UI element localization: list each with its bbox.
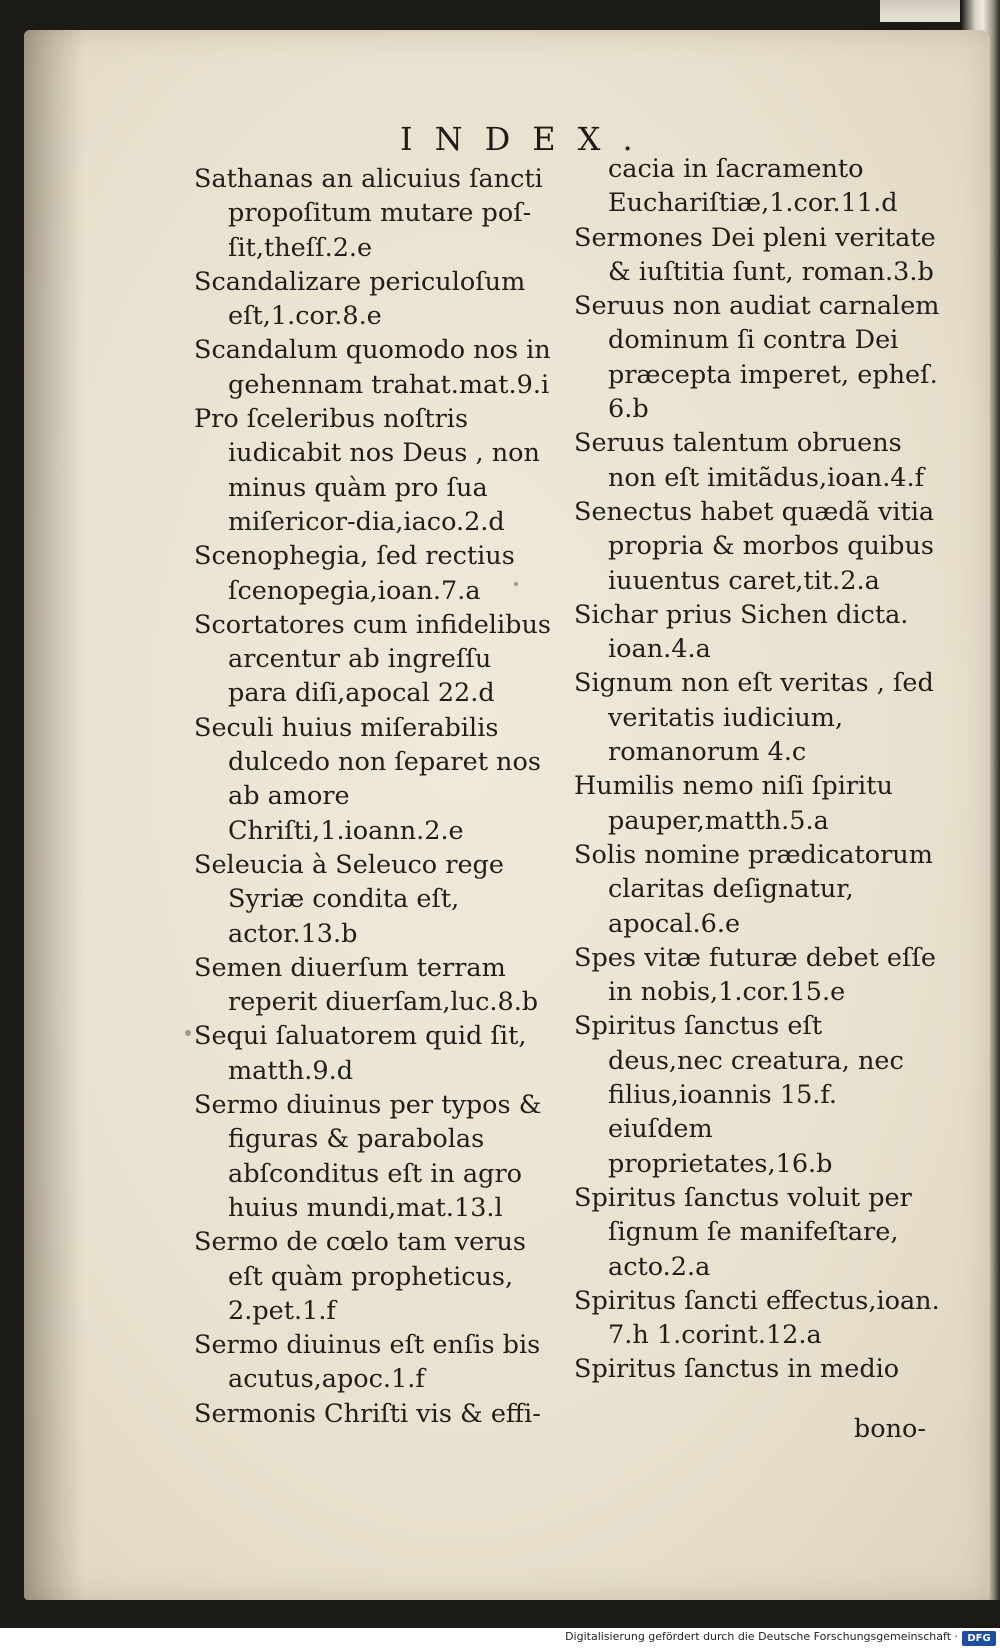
index-entry: Sermonis Chriſti vis & effi- xyxy=(194,1398,541,1429)
index-entry: Sermo diuinus eſt enſis bis acutus,apoc.1.f xyxy=(194,1330,541,1395)
index-entry: Sermones Dei pleni veritate & iuſtitia ſunt, roman.3.b xyxy=(574,222,936,287)
index-entry: Seculi huius miſerabilis dulcedo non ſeparet nos ab amore Chriſti,1.ioann.2.e xyxy=(194,712,541,846)
index-entry: Seruus non audiat carnalem dominum ſi contra Dei præcepta imperet, epheſ. 6.b xyxy=(574,291,940,425)
index-entry: Seleucia à Seleuco rege Syriæ condita eſt, actor.13.b xyxy=(194,849,504,949)
index-entry: Solis nomine prædicatorum claritas deſignatur, apocal.6.e xyxy=(574,839,933,939)
index-entry: Scandalum quomodo nos in gehennam trahat.mat.9.i xyxy=(194,335,551,400)
dfg-logo: DFG xyxy=(962,1631,996,1646)
index-entry: Sichar prius Sichen dicta. ioan.4.a xyxy=(574,599,909,665)
index-entry: Spiritus ſanctus in medio xyxy=(574,1354,900,1385)
footer-credit: Digitalisierung gefördert durch die Deutsche Forschungsgemeinschaft · xyxy=(565,1630,958,1643)
ink-mark xyxy=(514,582,518,586)
index-entry: Scandalizare periculoſum eſt,1.cor.8.e xyxy=(194,266,526,332)
index-entry: Pro ſceleribus noſtris iudicabit nos Deus , non minus quàm pro ſua miſericor-dia,iaco.2.d xyxy=(194,404,540,537)
index-entry: Sermo diuinus per typos & figuras & parabolas abſconditus eſt in agro huius mundi,mat.13.l xyxy=(194,1090,542,1223)
index-entry: Sermo de cœlo tam verus eſt quàm propheticus, 2.pet.1.f xyxy=(194,1227,526,1326)
index-entry: Sequi ſaluatorem quid ſit, matth.9.d xyxy=(194,1021,527,1086)
index-entry: Scortatores cum infidelibus arcentur ab ingreſſu para diſi,apocal 22.d xyxy=(194,609,551,709)
index-entry: Sathanas an alicuius ſancti propoſitum mutare poſ-ſit,theſſ.2.e xyxy=(194,164,543,263)
index-entry: cacia in ſacramento Euchariſtiæ,1.cor.11.d xyxy=(608,154,898,219)
index-entry: Spiritus ſancti effectus,ioan. 7.h 1.corint.12.a xyxy=(574,1285,940,1351)
page-header: INDEX. xyxy=(400,120,655,158)
index-entry: Senectus habet quædã vitia propria & morbos quibus iuuentus caret,tit.2.a xyxy=(574,496,935,596)
index-column-left xyxy=(194,162,554,1431)
index-entry: Scenophegia, ſed rectius ſcenopegia,ioan.7.a xyxy=(194,541,515,606)
index-entry: Spiritus ſanctus eſt deus,nec creatura, nec filius,ioannis 15.f. eiuſdem proprietates,16.b xyxy=(574,1011,904,1179)
index-column-right xyxy=(574,152,940,1472)
index-entry: Seruus talentum obruens non eſt imitãdus,ioan.4.f xyxy=(574,428,925,493)
index-entry: Spes vitæ futuræ debet eſſe in nobis,1.cor.15.e xyxy=(574,942,936,1008)
ink-mark xyxy=(185,1030,191,1036)
catchword: bono- xyxy=(853,1414,926,1445)
index-entry: Signum non eſt veritas , ſed veritatis iudicium, romanorum 4.c xyxy=(574,668,934,768)
index-entry: Humilis nemo niſi ſpiritu pauper,matth.5.a xyxy=(574,771,893,836)
book-edge-top xyxy=(880,0,960,22)
digitization-footer xyxy=(0,1628,1000,1649)
index-entry: Semen diuerſum terram reperit diuerſam,luc.8.b xyxy=(194,952,539,1018)
index-entry: Spiritus ſanctus voluit per ſignum ſe manifeſtare, acto.2.a xyxy=(574,1182,912,1282)
gutter-shadow xyxy=(24,30,84,1600)
